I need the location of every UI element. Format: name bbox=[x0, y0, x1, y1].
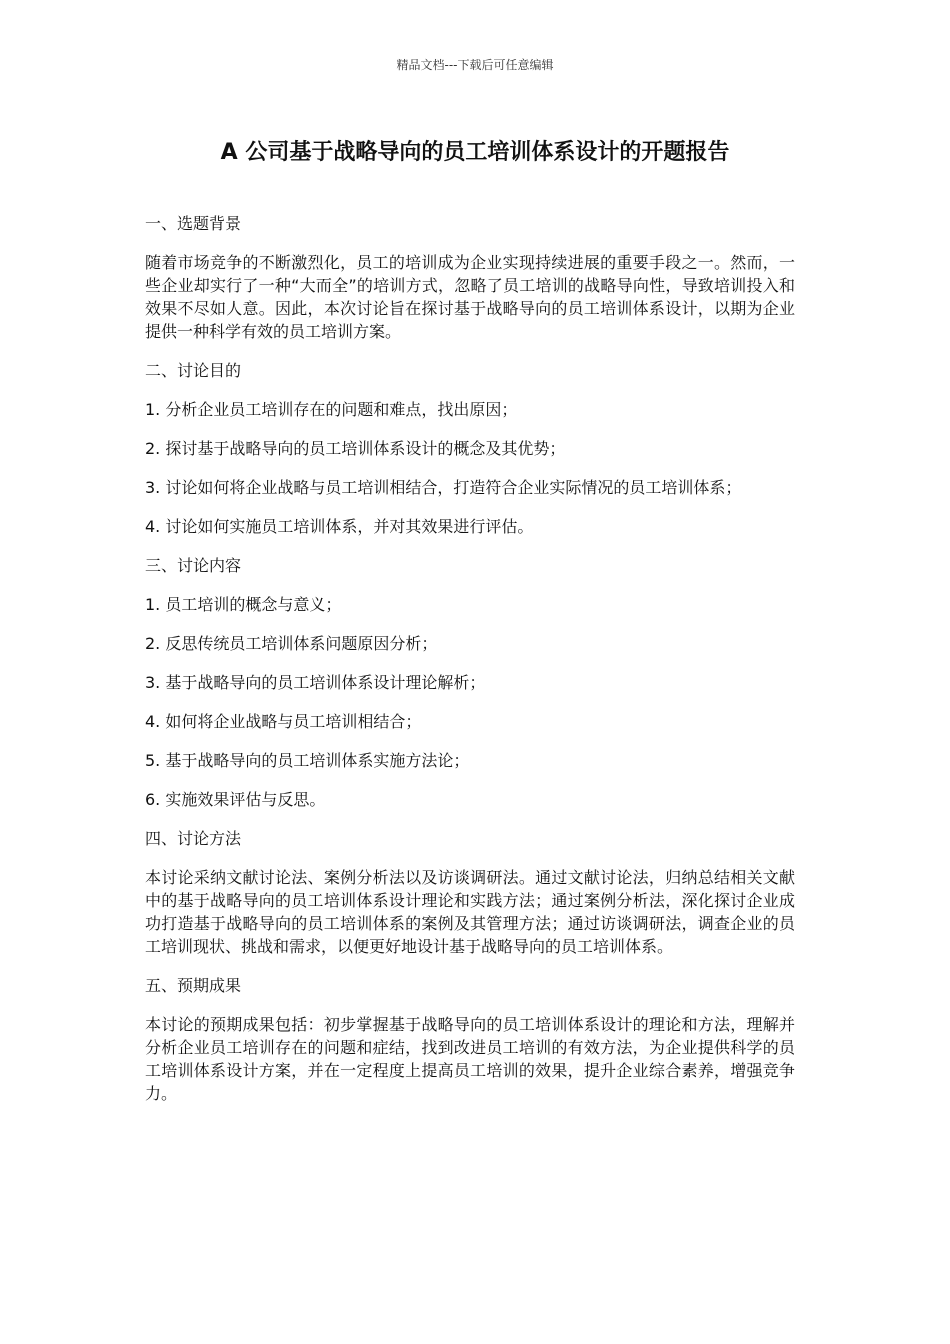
section-heading-objectives: 二、讨论目的 bbox=[145, 361, 242, 380]
section-heading-background: 一、选题背景 bbox=[145, 214, 242, 233]
document-body bbox=[145, 212, 795, 1121]
expected-results-paragraph: 本讨论的预期成果包括：初步掌握基于战略导向的员工培训体系设计的理论和方法，理解并分析企业员工培训存在的问题和症结，找到改进员工培训的有效方法，为企业提供科学的员工培训体系设计方案，并在一定程度上提高员工培训的效果，提升企业综合素养，增强竞争力。 bbox=[145, 1015, 795, 1103]
methods-paragraph: 本讨论采纳文献讨论法、案例分析法以及访谈调研法。通过文献讨论法，归纳总结相关文献中的基于战略导向的员工培训体系设计理论和实践方法；通过案例分析法，深化探讨企业成功打造基于战略导向的员工培训体系的案例及其管理方法；通过访谈调研法，调查企业的员工培训现状、挑战和需求，以便更好地设计基于战略导向的员工培训体系。 bbox=[145, 868, 795, 956]
content-item: 6. 实施效果评估与反思。 bbox=[145, 790, 326, 809]
content-item: 4. 如何将企业战略与员工培训相结合； bbox=[145, 712, 422, 731]
section-heading-expected-results: 五、预期成果 bbox=[145, 976, 242, 995]
content-item: 3. 基于战略导向的员工培训体系设计理论解析； bbox=[145, 673, 486, 692]
background-paragraph: 随着市场竞争的不断激烈化，员工的培训成为企业实现持续进展的重要手段之一。然而，一些企业却实行了一种“大而全”的培训方式，忽略了员工培训的战略导向性，导致培训投入和效果不尽如人意。因此，本次讨论旨在探讨基于战略导向的员工培训体系设计，以期为企业提供一种科学有效的员工培训方案。 bbox=[145, 253, 795, 341]
objective-item: 1. 分析企业员工培训存在的问题和难点，找出原因； bbox=[145, 400, 518, 419]
page-header: 精品文档---下载后可任意编辑 bbox=[396, 58, 554, 72]
content-item: 1. 员工培训的概念与意义； bbox=[145, 595, 342, 614]
section-heading-content: 三、讨论内容 bbox=[145, 556, 242, 575]
objective-item: 3. 讨论如何将企业战略与员工培训相结合，打造符合企业实际情况的员工培训体系； bbox=[145, 478, 742, 497]
document-title: A 公司基于战略导向的员工培训体系设计的开题报告 bbox=[220, 140, 730, 165]
content-item: 5. 基于战略导向的员工培训体系实施方法论； bbox=[145, 751, 470, 770]
objective-item: 4. 讨论如何实施员工培训体系，并对其效果进行评估。 bbox=[145, 517, 534, 536]
content-item: 2. 反思传统员工培训体系问题原因分析； bbox=[145, 634, 438, 653]
section-heading-methods: 四、讨论方法 bbox=[145, 829, 242, 848]
objective-item: 2. 探讨基于战略导向的员工培训体系设计的概念及其优势； bbox=[145, 439, 566, 458]
